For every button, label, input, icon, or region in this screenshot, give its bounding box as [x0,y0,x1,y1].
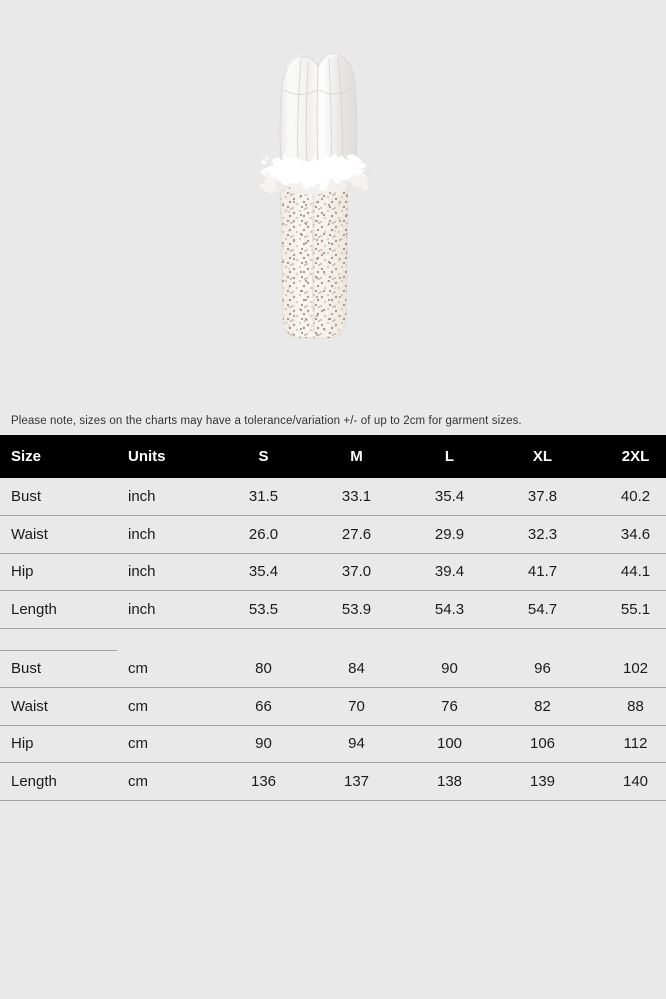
col-header-s: S [217,435,310,478]
units-cell: inch [117,553,217,591]
size-chart [0,435,666,801]
value-cell: 53.9 [310,591,403,629]
corset-bodice [280,54,357,170]
value-cell: 40.2 [589,478,666,516]
value-cell: 41.7 [496,553,589,591]
row-label: Waist [0,688,117,726]
value-cell: 102 [589,650,666,688]
units-cell: inch [117,478,217,516]
value-cell: 39.4 [403,553,496,591]
feather-trim [260,155,372,197]
section-separator-row [0,628,666,650]
col-header-2xl: 2XL [589,435,666,478]
value-cell: 35.4 [217,553,310,591]
units-cell: cm [117,688,217,726]
row-label: Waist [0,516,117,554]
product-image [248,45,378,345]
value-cell: 82 [496,688,589,726]
value-cell: 106 [496,725,589,763]
value-cell: 32.3 [496,516,589,554]
row-label: Length [0,763,117,801]
value-cell: 33.1 [310,478,403,516]
table-row [0,553,666,591]
table-row [0,688,666,726]
table-row [0,725,666,763]
value-cell: 66 [217,688,310,726]
value-cell: 84 [310,650,403,688]
value-cell: 26.0 [217,516,310,554]
row-label: Bust [0,478,117,516]
value-cell: 55.1 [589,591,666,629]
value-cell: 37.8 [496,478,589,516]
size-tolerance-note: Please note, sizes on the charts may have a tolerance/variation +/- of up to 2cm for garment sizes. [11,415,522,427]
units-cell: inch [117,516,217,554]
value-cell: 53.5 [217,591,310,629]
col-header-size: Size [0,435,117,478]
size-chart-header-row [0,435,666,478]
row-label: Bust [0,650,117,688]
value-cell: 34.6 [589,516,666,554]
value-cell: 138 [403,763,496,801]
value-cell: 90 [217,725,310,763]
value-cell: 100 [403,725,496,763]
value-cell: 139 [496,763,589,801]
table-row [0,650,666,688]
product-photo-area [0,0,666,407]
value-cell: 96 [496,650,589,688]
value-cell: 76 [403,688,496,726]
value-cell: 94 [310,725,403,763]
value-cell: 80 [217,650,310,688]
value-cell: 90 [403,650,496,688]
row-label: Length [0,591,117,629]
table-row [0,516,666,554]
value-cell: 31.5 [217,478,310,516]
value-cell: 70 [310,688,403,726]
units-cell: inch [117,591,217,629]
row-label: Hip [0,553,117,591]
col-header-xl: XL [496,435,589,478]
units-cell: cm [117,725,217,763]
value-cell: 37.0 [310,553,403,591]
value-cell: 88 [589,688,666,726]
value-cell: 44.1 [589,553,666,591]
value-cell: 112 [589,725,666,763]
value-cell: 140 [589,763,666,801]
units-cell: cm [117,650,217,688]
value-cell: 35.4 [403,478,496,516]
col-header-l: L [403,435,496,478]
col-header-units: Units [117,435,217,478]
value-cell: 136 [217,763,310,801]
units-cell: cm [117,763,217,801]
col-header-m: M [310,435,403,478]
value-cell: 54.7 [496,591,589,629]
value-cell: 137 [310,763,403,801]
value-cell: 29.9 [403,516,496,554]
value-cell: 27.6 [310,516,403,554]
value-cell: 54.3 [403,591,496,629]
table-row [0,478,666,516]
row-label: Hip [0,725,117,763]
skirt [280,176,348,338]
table-row [0,591,666,629]
table-row [0,763,666,801]
